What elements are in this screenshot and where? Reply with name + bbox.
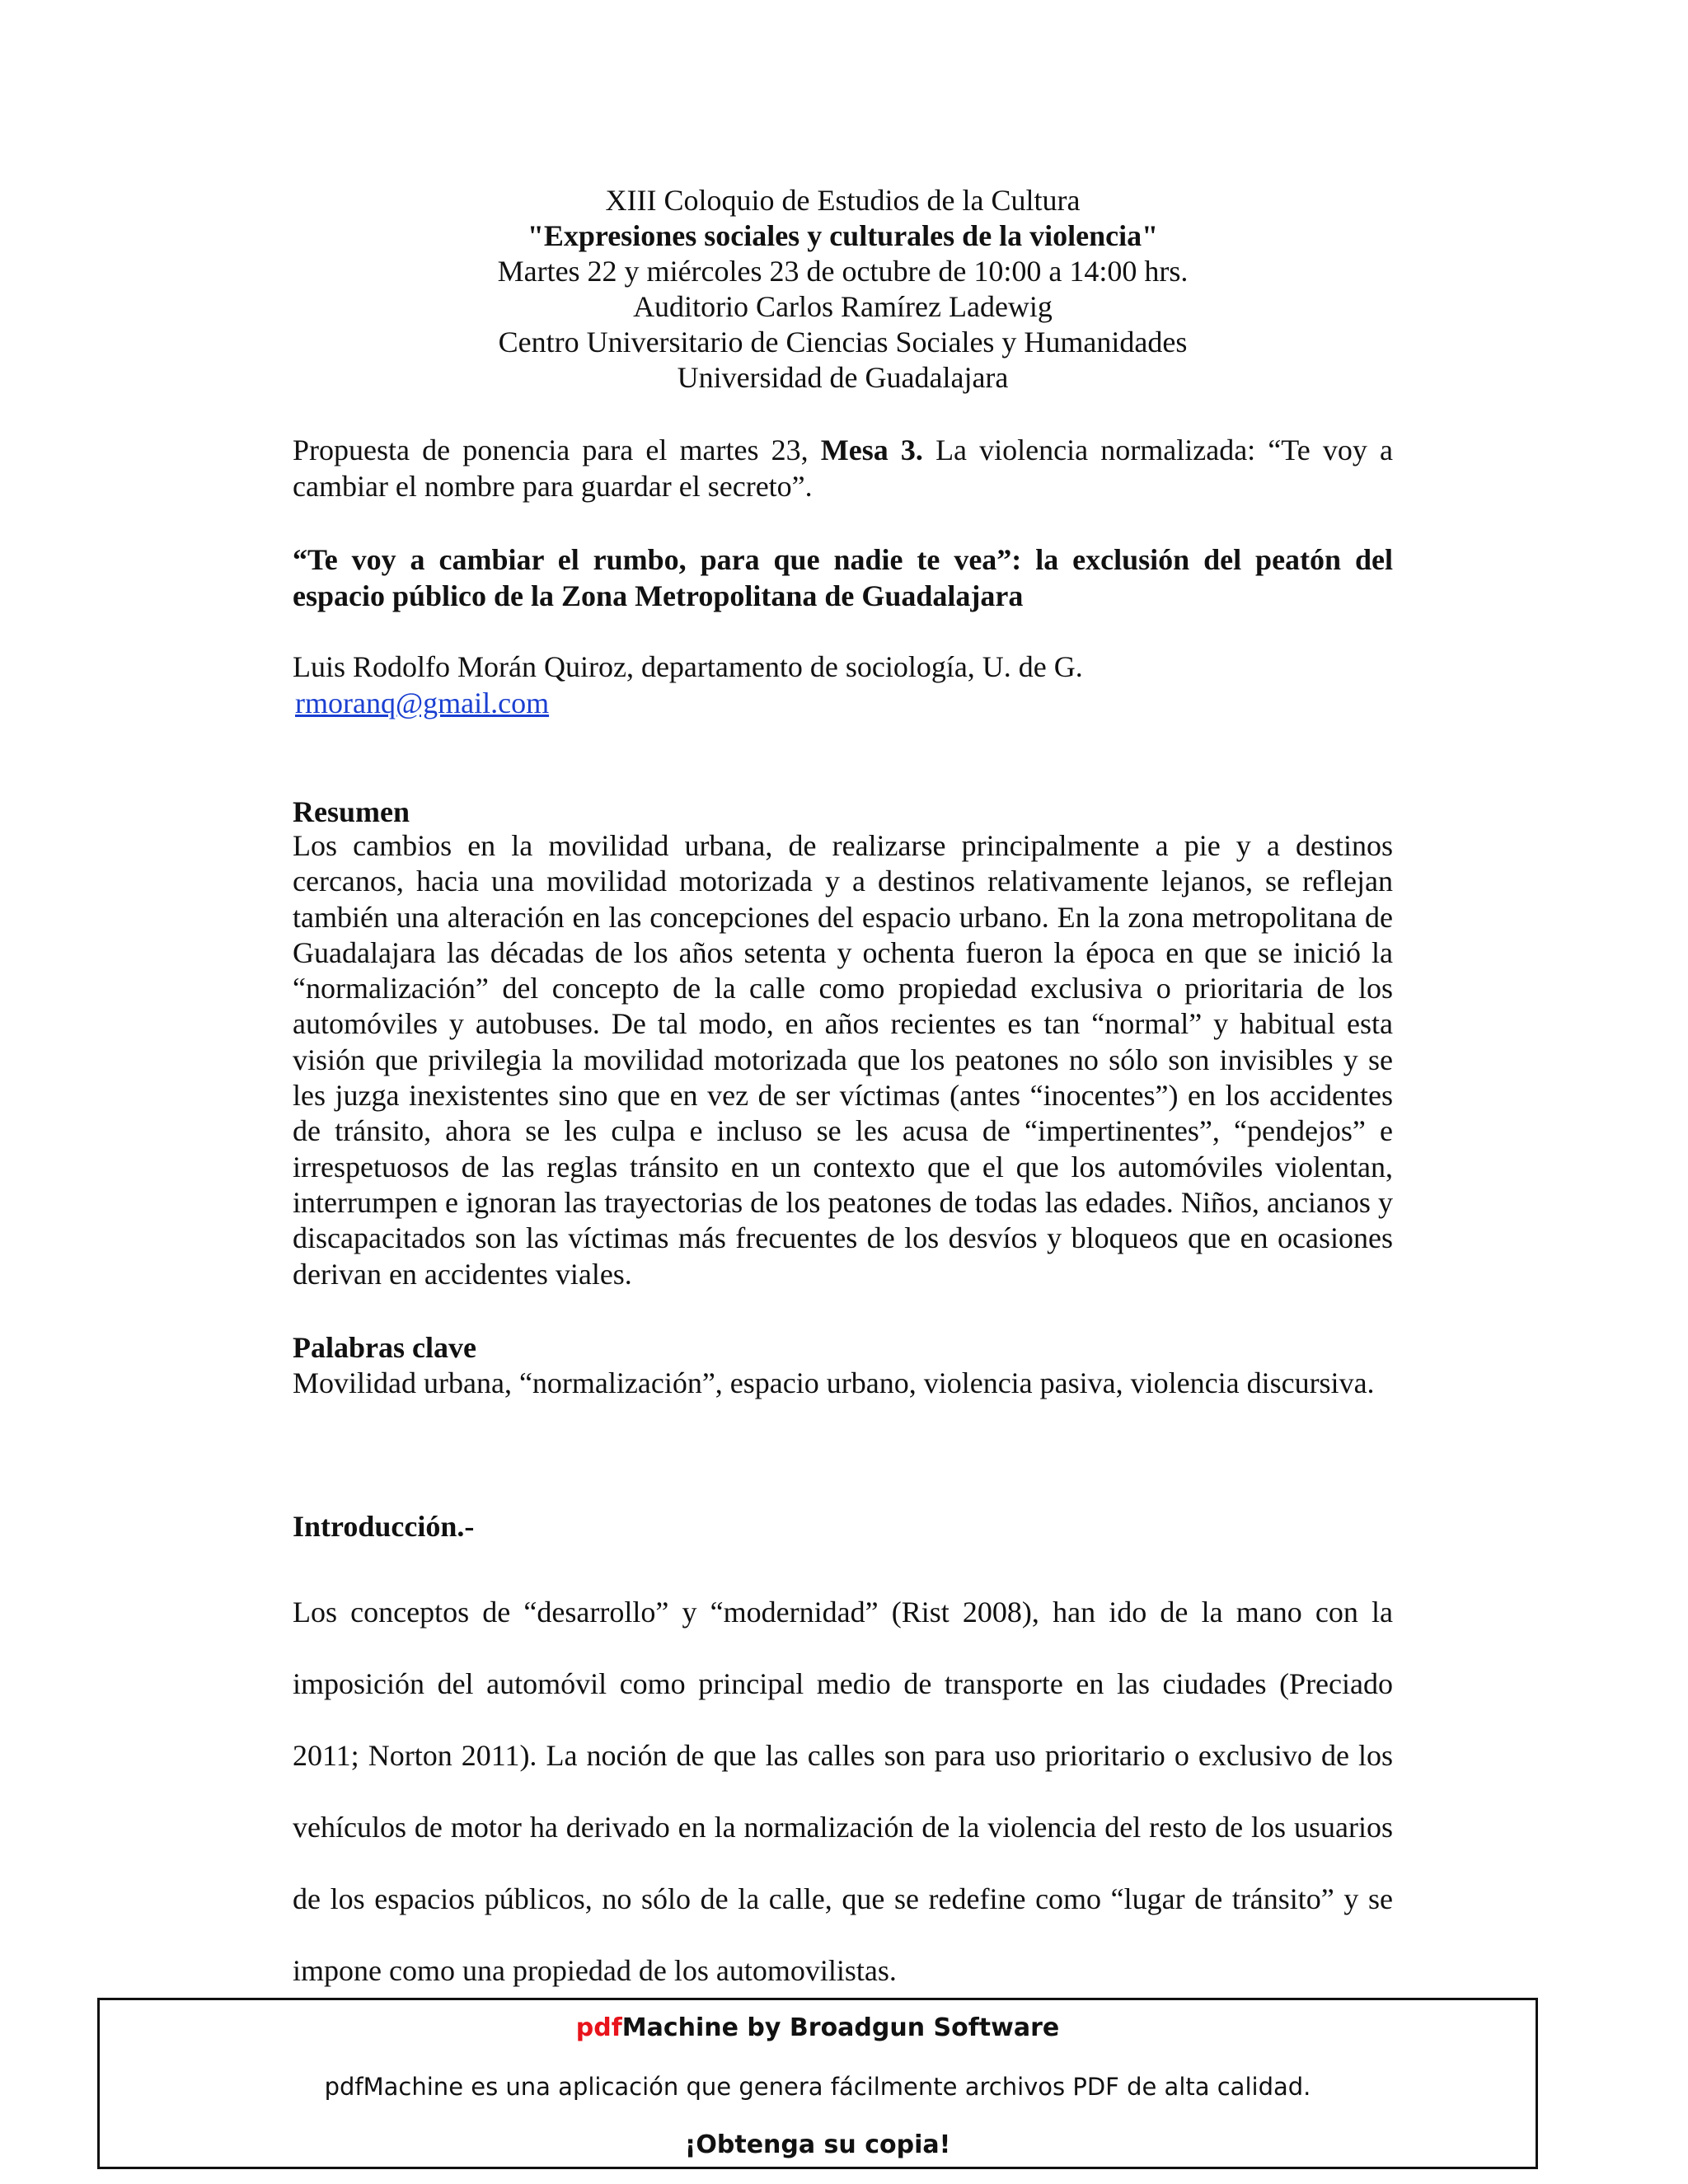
event-dates: Martes 22 y miércoles 23 de octubre de 10:00 a 14:00 hrs.	[497, 255, 1189, 288]
event-center: Centro Universitario de Ciencias Sociales y Humanidades	[498, 326, 1188, 359]
intro-heading: Introducción.-	[293, 1510, 475, 1543]
banner-brand: pdf	[575, 2013, 622, 2042]
author-block	[293, 649, 1393, 721]
keywords-heading: Palabras clave	[293, 1331, 476, 1364]
banner-title-rest: Machine by Broadgun Software	[621, 2013, 1060, 2042]
event-venue: Auditorio Carlos Ramírez Ladewig	[633, 290, 1053, 323]
author-name: Luis Rodolfo Morán Quiroz, departamento de sociología, U. de G.	[293, 650, 1083, 683]
intro-text: Los conceptos de “desarrollo” y “modernidad” (Rist 2008), han ido de la mano con la imposición del automóvil como principal medio de transporte en las ciudades (Preciado 2011; Norton 2011). La noción de que las calles son para uso prioritario o exclusivo de los vehículos de motor ha derivado en la normalización de la violencia del resto de los usuarios de los espacios públicos, no sólo de la calle, que se redefine como “lugar de tránsito” y se impone como una propiedad de los automovilistas.	[293, 1596, 1393, 1987]
event-title: XIII Coloquio de Estudios de la Cultura	[605, 184, 1081, 217]
proposal-mesa: Mesa 3.	[820, 434, 923, 466]
banner-title	[100, 2013, 1536, 2042]
paper-title: “Te voy a cambiar el rumbo, para que nadie te vea”: la exclusión del peatón del espacio público de la Zona Metropolitana de Guadalajara	[293, 543, 1393, 612]
event-theme: "Expresiones sociales y culturales de la violencia"	[527, 219, 1159, 252]
pdfmachine-banner[interactable]	[97, 1998, 1538, 2169]
event-university: Universidad de Guadalajara	[677, 361, 1009, 394]
author-email-link[interactable]: rmoranq@gmail.com	[295, 687, 550, 719]
proposal-suffix: La violencia normalizada: “Te voy a cambiar el nombre para guardar el secreto”.	[293, 434, 1394, 503]
banner-description: pdfMachine es una aplicación que genera fácilmente archivos PDF de alta calidad.	[324, 2073, 1311, 2101]
event-header	[293, 183, 1393, 396]
resumen-heading: Resumen	[293, 795, 410, 828]
resumen-text: Los cambios en la movilidad urbana, de realizarse principalmente a pie y a destinos cercanos, hacia una movilidad motorizada y a destinos relativamente lejanos, se reflejan también una alteración en las concepciones del espacio urbano. En la zona metropolitana de Guadalajara las décadas de los años setenta y ochenta fueron la época en que se inició la “normalización” del concepto de la calle como propiedad exclusiva o prioritaria de los automóviles y autobuses. De tal modo, en años recientes es tan “normal” y habitual esta visión que privilegia la movilidad motorizada que los peatones no sólo son invisibles y se les juzga inexistentes sino que en vez de ser víctimas (antes “inocentes”) en los accidentes de tránsito, ahora se les culpa e incluso se les acusa de “impertinentes”, “pendejos” e irrespetuosos de las reglas tránsito en un contexto que el que los automóviles violentan, interrumpen e ignoran las trayectorias de los peatones de todas las edades. Niños, ancianos y discapacitados son las víctimas más frecuentes de los desvíos y bloqueos que en ocasiones derivan en accidentes viales.	[293, 829, 1393, 1291]
proposal-prefix: Propuesta de ponencia para el martes 23,	[293, 434, 821, 466]
keywords-text: Movilidad urbana, “normalización”, espacio urbano, violencia pasiva, violencia discursiva.	[293, 1366, 1375, 1399]
proposal-paragraph	[293, 432, 1393, 504]
banner-cta-link[interactable]: ¡Obtenga su copia!	[684, 2130, 951, 2159]
